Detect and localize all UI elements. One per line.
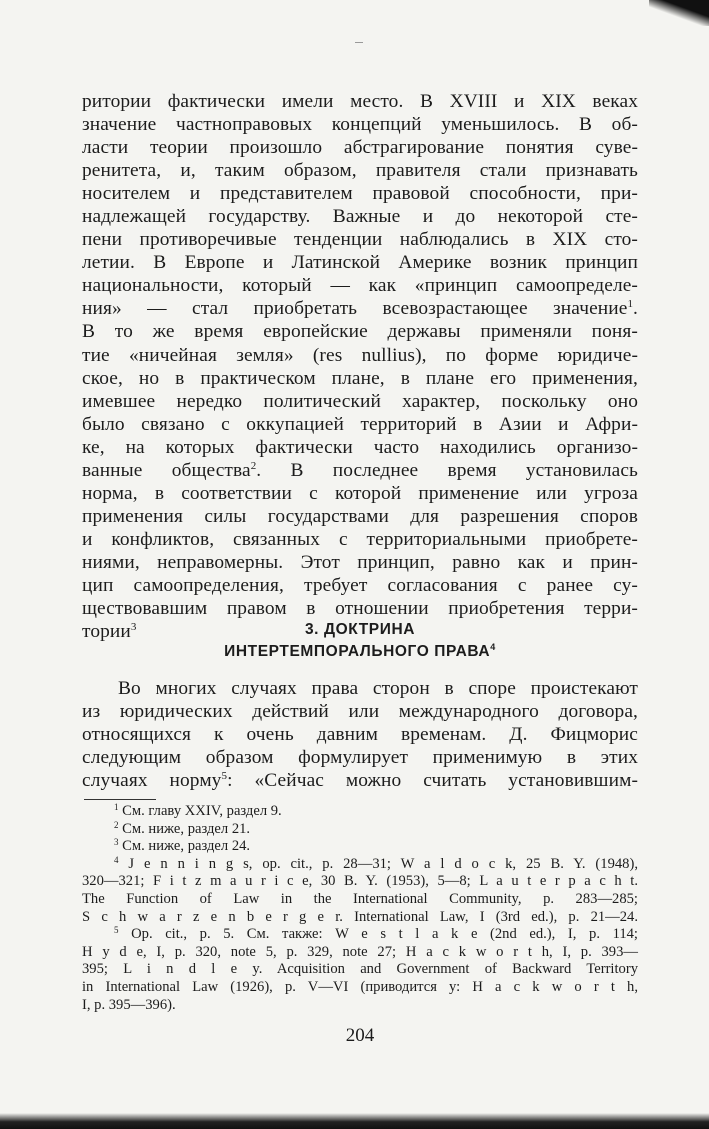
text-line: следующим образом формулирует применимую в этих [82,747,638,769]
text-line: значение частноправовых концепций уменьшилось. В об- [82,114,638,136]
footnote-text: См. главу XXIV, раздел 9. [122,803,282,819]
footnote-marker: 1 [114,802,119,812]
footnote-4 [82,856,638,874]
page-number: 204 [345,1025,375,1046]
text-fragment: тории [82,621,131,643]
text-line: норма, в соответствии с которой применение или угроза [82,482,638,504]
footnote-ref-2: 2 [250,459,257,472]
text-line: ке, на которых фактически часто находились организо- [82,436,638,458]
footnote-text: J e n n i n g s, op. cit., p. 28—31; W a l d o c k, 25 B. Y. (1948), [128,855,638,872]
scan-mark [355,42,363,43]
footnote-5 [82,926,638,944]
main-text-block [82,90,638,643]
section-title-line2 [82,643,638,661]
text-line: ществовавшим правом в отношении приобретения терри- [82,598,638,620]
text-line: применения силы государствами для разрешения споров [82,505,638,527]
footnote-ref-3: 3 [130,621,137,634]
text-line: ское, но в практическом плане, в плане его применения, [82,367,638,389]
text-line: Во многих случаях права сторон в споре проистекают [118,678,638,699]
footnote-1 [82,803,638,821]
text-line: носителем и представителем правовой способности, при- [82,183,638,205]
text-line: ласти теории произошло абстрагирование понятия суве- [82,137,638,159]
text-line: пени противоречивые тенденции наблюдались в XIX сто- [82,229,638,251]
text-line [82,297,638,320]
footnote-text: См. ниже, раздел 21. [122,820,251,837]
footnote-text: См. ниже, раздел 24. [122,838,251,855]
text-fragment: ния» — стал приобретать всевозрастающее значение [82,298,628,320]
text-line: было связано с оккупацией территорий в Азии и Афри- [82,413,638,435]
text-line: летии. В Европе и Латинской Америке возник принцип [82,252,638,274]
text-line [82,769,638,792]
text-line: относящихся к очень давним временам. Д. Фицморис [82,724,638,746]
text-fragment: ванные общества [82,459,251,481]
section-title-text: ИНТЕРТЕМПОРАЛЬНОГО ПРАВА [224,643,491,660]
text-line: В то же время европейские державы применяли поня- [82,321,638,343]
footnote-marker: 2 [114,819,119,830]
footnote-text: Op. cit., p. 5. См. также: W e s t l a k e (2nd ed.), I, p. 114; [131,926,638,943]
text-line: ритории фактически имели место. В XVIII и XIX веках [82,91,638,112]
section-title-line1: 3. ДОКТРИНА [304,621,416,638]
scan-corner-shadow [649,0,709,26]
text-line: и конфликтов, связанных с территориальными приобрете- [82,528,638,550]
footnote-line: The Function of Law in the International Community, p. 283—285; [82,890,638,907]
text-fragment: . [633,298,638,320]
footnote-ref-5: 5 [221,770,228,783]
footnote-2 [82,821,638,839]
text-line: ренитета, и, таким образом, правителя стали признавать [82,160,638,182]
text-line: национальности, который — как «принцип самоопределе- [82,275,638,297]
footnote-separator [84,799,156,800]
footnote-line: I, p. 395—396). [82,996,176,1013]
paragraph-2 [82,677,638,792]
footnote-marker: 3 [114,837,119,848]
footnote-line: H y d e, I, p. 320, note 5, p. 329, note 27; H a c k w o r t h, I, p. 393— [82,943,638,960]
scan-bottom-edge [0,1113,709,1129]
text-line: надлежащей государству. Важные и до некоторой сте- [82,206,638,228]
footnote-3 [82,838,638,856]
footnote-line: in International Law (1926), p. V—VI (приводится у: H a c k w o r t h, [82,978,638,995]
footnote-marker: 4 [114,854,119,865]
text-line: из юридических действий или международного договора, [82,701,638,723]
footnote-marker: 5 [114,925,119,936]
text-fragment: : «Сейчас можно считать установившим- [227,770,638,792]
footnotes [82,803,638,1014]
text-fragment: . В последнее время установилась [256,459,638,481]
footnote-line: S c h w a r z e n b e r g e r. International Law, I (3rd ed.), p. 21—24. [82,908,638,925]
text-line: ниями, неправомерны. Этот принцип, равно как и прин- [82,551,638,573]
text-line [82,459,638,482]
footnote-ref-4: 4 [490,642,496,652]
footnote-ref-1: 1 [627,298,634,311]
text-line: цип самоопределения, требует согласования с ранее су- [82,574,638,596]
text-line: имевшее нередко политический характер, поскольку оно [82,390,638,412]
footnote-line: 395; L i n d l e y. Acquisition and Government of Backward Territory [82,961,638,978]
footnote-line: 320—321; F i t z m a u r i c e, 30 B. Y. (1953), 5—8; L a u t e r p a c h t. [82,873,638,890]
text-line: тие «ничейная земля» (res nullius), по форме юридиче- [82,344,638,366]
text-fragment: случаях норму [82,770,222,792]
